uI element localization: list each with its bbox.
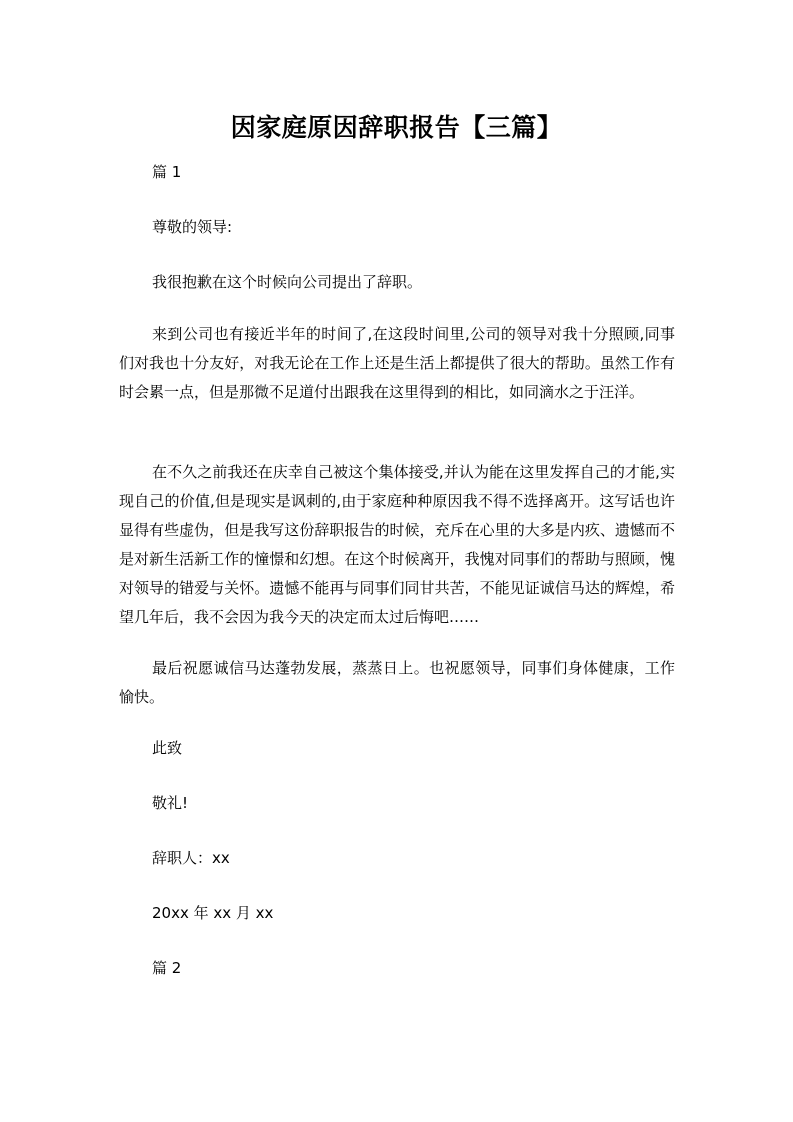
section-heading-1: 篇 1	[152, 163, 182, 181]
paragraph-wishes: 最后祝愿诚信马达蓬勃发展，蒸蒸日上。也祝愿领导，同事们身体健康，工作愉快。	[119, 659, 675, 706]
paragraph-reason: 在不久之前我还在庆幸自己被这个集体接受,并认为能在这里发挥自己的才能,实现自己的价值,但是现实是讽刺的,由于家庭种种原因我不得不选择离开。这写话也许显得有些虚伪，但是我写这份辞职报告的时候，充斥在心里的大多是内疚、遗憾而不是对新生活新工作的憧憬和幻想。在这个时候离开，我愧对同事们的帮助与照顾，愧对领导的错爱与关怀。遗憾不能再与同事们同甘共苦，不能见证诚信马达的辉煌，希望几年后，我不会因为我今天的决定而太过后悔吧……	[119, 463, 675, 626]
paragraph-apology: 我很抱歉在这个时候向公司提出了辞职。	[152, 273, 423, 291]
date-line: 20xx 年 xx 月 xx	[152, 904, 274, 922]
salutation: 尊敬的领导:	[152, 218, 233, 236]
closing-zhizhi: 此致	[152, 739, 183, 757]
document-title: 因家庭原因辞职报告【三篇】	[230, 113, 563, 142]
closing-jingli: 敬礼!	[152, 794, 189, 812]
section-heading-2: 篇 2	[152, 959, 182, 977]
signature-line: 辞职人：xx	[152, 849, 230, 867]
paragraph-gratitude: 来到公司也有接近半年的时间了,在这段时间里,公司的领导对我十分照顾,同事们对我也十分友好，对我无论在工作上还是生活上都提供了很大的帮助。虽然工作有时会累一点，但是那微不足道付出跟我在这里得到的相比，如同滴水之于汪洋。	[119, 325, 675, 401]
